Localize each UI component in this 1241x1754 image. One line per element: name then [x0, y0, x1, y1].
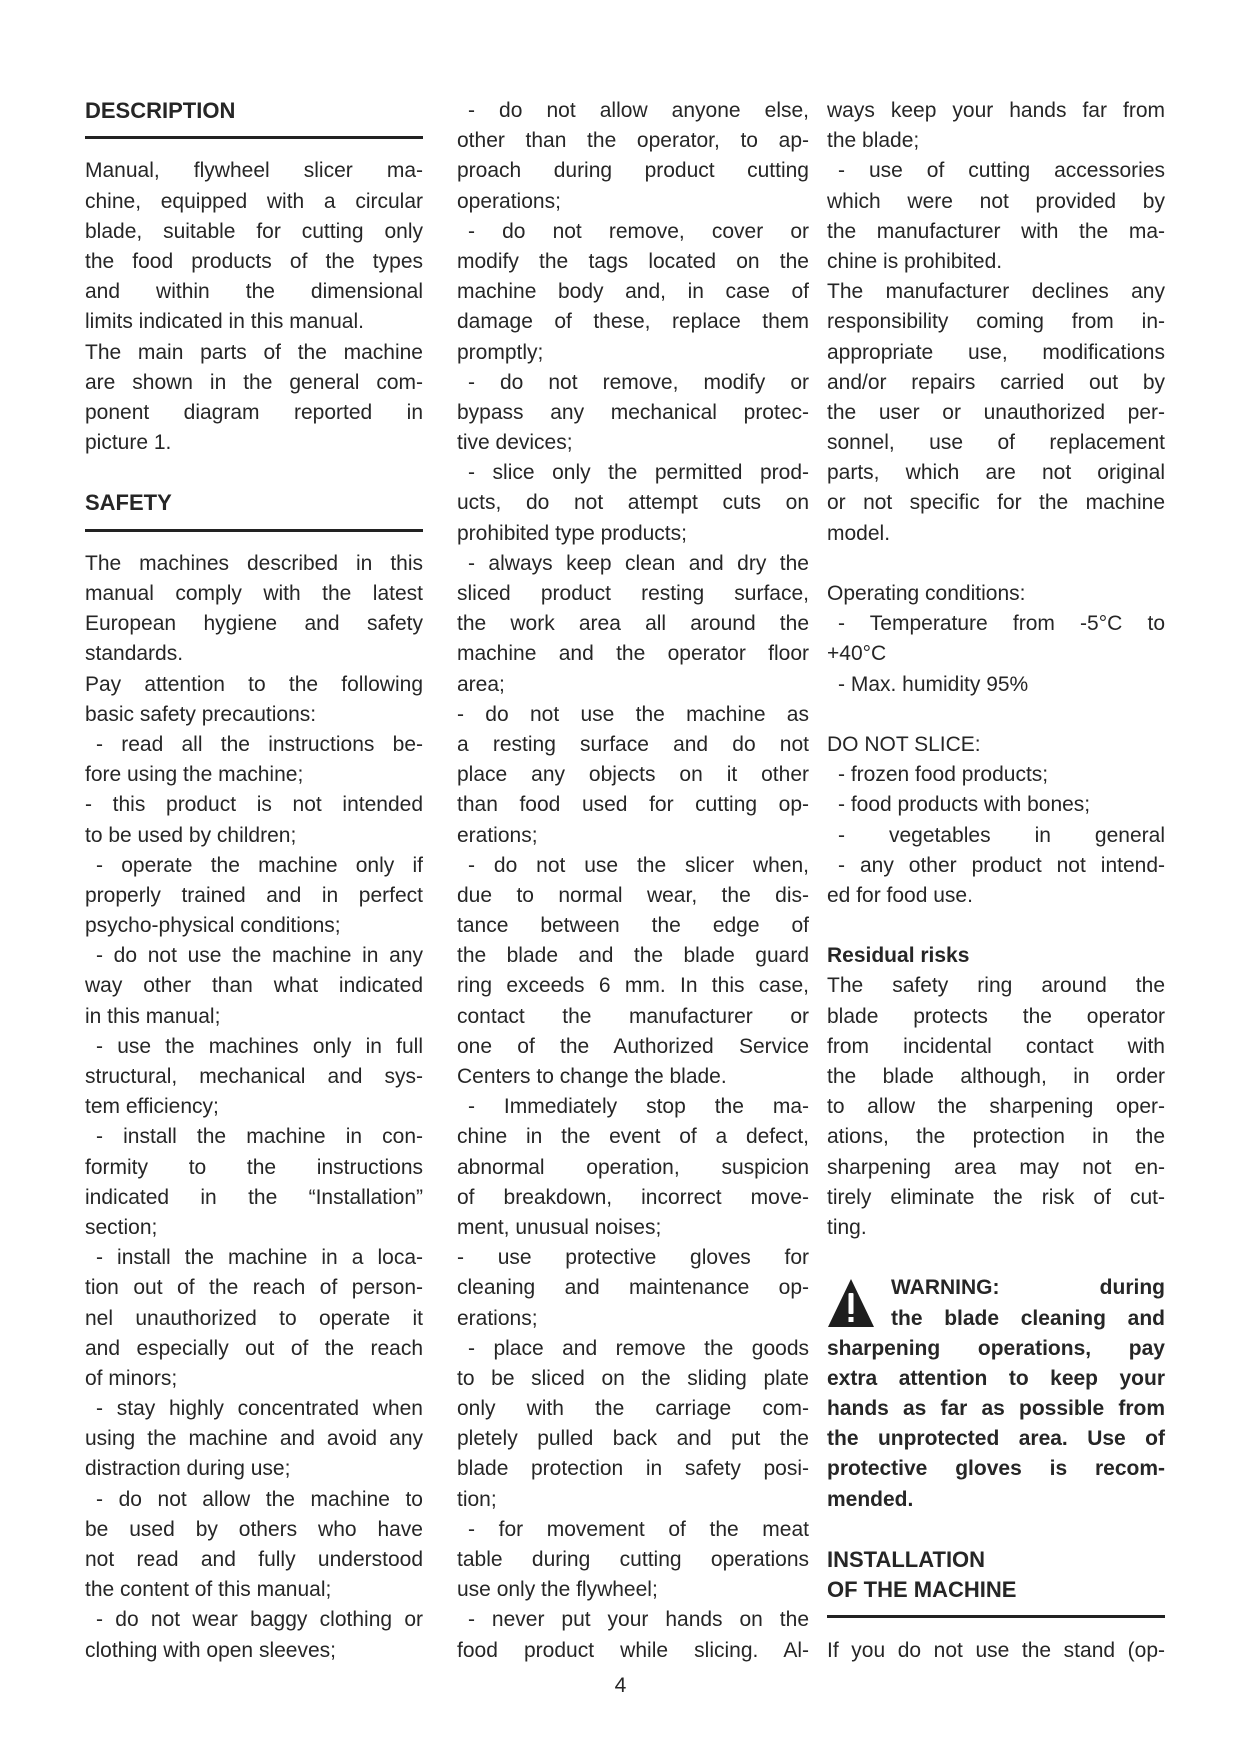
- text-line: - frozen food products;: [838, 763, 1049, 787]
- text-line: Operating conditions:: [827, 582, 1026, 605]
- text-line: tion out of the reach of person-: [85, 1276, 423, 1300]
- text-line: which were not provided by: [827, 189, 1165, 213]
- text-line: than food used for cutting op-: [457, 793, 809, 817]
- text-line: blade protection in safety posi-: [457, 1457, 809, 1481]
- text-line: parts, which are not original: [827, 461, 1165, 485]
- text-line: machine body and, in case of: [457, 280, 809, 304]
- text-line: operations;: [457, 189, 561, 213]
- text-line: the blade and the blade guard: [457, 944, 809, 968]
- text-line: erations;: [457, 823, 538, 847]
- column-middle: [457, 96, 809, 1666]
- text-line: - vegetables in general: [838, 823, 1165, 847]
- text-line: other than the operator, to ap-: [457, 129, 809, 153]
- column-right: [827, 96, 1165, 1666]
- column-left: [85, 96, 423, 1666]
- text-line: tirely eliminate the risk of cut-: [827, 1185, 1165, 1209]
- text-line: chine in the event of a defect,: [457, 1125, 809, 1149]
- warning-text-line: the unprotected area. Use of: [827, 1427, 1165, 1451]
- text-line: - any other product not intend-: [838, 853, 1165, 877]
- warning-text-line: extra attention to keep your: [827, 1366, 1165, 1390]
- text-line: machine and the operator floor: [457, 642, 809, 666]
- blank-line: [827, 549, 1165, 579]
- text-line: of minors;: [85, 1366, 178, 1390]
- warning-text-line: mended.: [827, 1487, 914, 1511]
- warning-text-line: sharpening operations, pay: [827, 1336, 1165, 1360]
- text-line: a resting surface and do not: [457, 732, 809, 756]
- section-heading: DESCRIPTION: [85, 98, 236, 123]
- text-line: - do not wear baggy clothing or: [96, 1608, 423, 1632]
- text-line: ment, unusual noises;: [457, 1215, 662, 1239]
- text-line: damage of these, replace them: [457, 310, 809, 334]
- text-line: only with the carriage com-: [457, 1397, 809, 1421]
- text-line: blade, suitable for cutting only: [85, 219, 423, 243]
- blank-line: [827, 700, 1165, 730]
- text-line: If you do not use the stand (op-: [827, 1638, 1165, 1662]
- text-line: and/or repairs carried out by: [827, 370, 1165, 394]
- text-line: formity to the instructions: [85, 1155, 423, 1179]
- text-line: the user or unauthorized per-: [827, 400, 1165, 424]
- text-line: chine, equipped with a circular: [85, 189, 423, 213]
- text-line: distraction during use;: [85, 1457, 291, 1481]
- text-line: - for movement of the meat: [468, 1517, 809, 1541]
- text-line: indicated in the “Installation”: [85, 1185, 423, 1209]
- text-line: appropriate use, modifications: [827, 340, 1165, 364]
- heading-divider: [85, 519, 423, 549]
- text-line: - do not allow the machine to: [96, 1487, 423, 1511]
- warning-text-line: the blade cleaning and: [891, 1306, 1165, 1330]
- warning-block: [827, 1273, 1165, 1515]
- text-line: and within the dimensional: [85, 280, 423, 304]
- text-line: responsibility coming from in-: [827, 310, 1165, 334]
- text-line: the content of this manual;: [85, 1578, 332, 1602]
- text-line: standards.: [85, 642, 184, 666]
- text-line: are shown in the general com-: [85, 370, 423, 394]
- text-line: the manufacturer with the ma-: [827, 219, 1165, 243]
- blank-line: [827, 1243, 1165, 1273]
- text-line: fore using the machine;: [85, 763, 304, 787]
- text-line: sliced product resting surface,: [457, 582, 809, 605]
- section-heading: OF THE MACHINE: [827, 1577, 1017, 1603]
- text-line: ponent diagram reported in: [85, 400, 423, 424]
- text-line: ways keep your hands far from: [827, 99, 1165, 122]
- text-line: ed for food use.: [827, 883, 973, 907]
- text-line: The safety ring around the: [827, 974, 1165, 998]
- text-line: pletely pulled back and put the: [457, 1427, 809, 1451]
- text-line: one of the Authorized Service: [457, 1034, 809, 1058]
- text-line: or not specific for the machine: [827, 491, 1165, 515]
- text-line: - do not use the slicer when,: [468, 853, 809, 877]
- text-line: sharpening area may not en-: [827, 1155, 1165, 1179]
- text-line: Centers to change the blade.: [457, 1065, 727, 1088]
- text-line: the blade;: [827, 129, 920, 153]
- text-line: properly trained and in perfect: [85, 883, 423, 907]
- text-line: to be sliced on the sliding plate: [457, 1366, 809, 1390]
- text-line: prohibited type products;: [457, 521, 687, 545]
- text-line: tem efficiency;: [85, 1095, 219, 1119]
- text-line: and especially out of the reach: [85, 1336, 423, 1360]
- text-line: ring exceeds 6 mm. In this case,: [457, 974, 809, 998]
- text-line: - do not remove, modify or: [468, 370, 809, 394]
- text-line: structural, mechanical and sys-: [85, 1065, 423, 1088]
- text-line: erations;: [457, 1306, 538, 1330]
- text-line: European hygiene and safety: [85, 612, 423, 636]
- text-line: abnormal operation, suspicion: [457, 1155, 809, 1179]
- heading-divider: [85, 126, 423, 156]
- text-line: nel unauthorized to operate it: [85, 1306, 423, 1330]
- text-line: picture 1.: [85, 431, 172, 455]
- text-line: of breakdown, incorrect move-: [457, 1185, 809, 1209]
- text-line: - do not allow anyone else,: [468, 99, 809, 122]
- text-line: - this product is not intended: [85, 793, 423, 817]
- text-line: psycho-physical conditions;: [85, 914, 341, 938]
- text-line: from incidental contact with: [827, 1034, 1165, 1058]
- text-line: The main parts of the machine: [85, 340, 423, 364]
- text-line: limits indicated in this manual.: [85, 310, 364, 334]
- text-line: clothing with open sleeves;: [85, 1638, 336, 1662]
- text-line: - operate the machine only if: [96, 853, 423, 877]
- text-line: - always keep clean and dry the: [468, 551, 809, 575]
- text-line: due to normal wear, the dis-: [457, 883, 809, 907]
- text-line: - Temperature from -5°C to: [838, 612, 1165, 636]
- page-number: 4: [614, 1674, 627, 1697]
- text-line: - Max. humidity 95%: [838, 672, 1029, 696]
- text-line: food product while slicing. Al-: [457, 1638, 809, 1662]
- blank-line: [85, 458, 423, 488]
- text-line: The manufacturer declines any: [827, 280, 1165, 304]
- text-line: - read all the instructions be-: [96, 732, 423, 756]
- text-line: using the machine and avoid any: [85, 1427, 423, 1451]
- text-line: - stay highly concentrated when: [96, 1397, 423, 1421]
- text-line: area;: [457, 672, 505, 696]
- text-line: cleaning and maintenance op-: [457, 1276, 809, 1300]
- text-line: - food products with bones;: [838, 793, 1091, 817]
- heading-divider: [827, 1605, 1165, 1635]
- text-line: tion;: [457, 1487, 497, 1511]
- subheading-residual-risks: Residual risks: [827, 944, 970, 968]
- text-line: section;: [85, 1215, 158, 1239]
- text-line: ations, the protection in the: [827, 1125, 1165, 1149]
- warning-triangle-icon: [827, 1277, 875, 1329]
- text-line: - Immediately stop the ma-: [468, 1095, 809, 1119]
- text-line: use only the flywheel;: [457, 1578, 658, 1602]
- text-line: - do not remove, cover or: [468, 219, 809, 243]
- text-line: sonnel, use of replacement: [827, 431, 1165, 455]
- text-line: - use of cutting accessories: [838, 159, 1165, 183]
- text-line: not read and fully understood: [85, 1548, 423, 1571]
- text-line: bypass any mechanical protec-: [457, 400, 809, 424]
- text-line: - slice only the permitted prod-: [468, 461, 809, 485]
- text-line: model.: [827, 521, 891, 545]
- text-line: - use protective gloves for: [457, 1246, 809, 1270]
- text-line: blade protects the operator: [827, 1004, 1165, 1028]
- text-line: ucts, do not attempt cuts on: [457, 491, 809, 515]
- text-line: be used by others who have: [85, 1517, 423, 1541]
- text-line: tance between the edge of: [457, 914, 809, 938]
- warning-text-line: WARNING: during: [891, 1276, 1165, 1300]
- text-line: the blade although, in order: [827, 1065, 1165, 1088]
- warning-text-line: hands as far as possible from: [827, 1397, 1165, 1421]
- text-line: - do not use the machine as: [457, 702, 809, 726]
- text-line: Manual, flywheel slicer ma-: [85, 159, 423, 183]
- section-heading: INSTALLATION: [827, 1547, 986, 1572]
- text-line: Pay attention to the following: [85, 672, 423, 696]
- text-line: to allow the sharpening oper-: [827, 1095, 1165, 1119]
- warning-text-line: protective gloves is recom-: [827, 1457, 1165, 1481]
- text-line: way other than what indicated: [85, 974, 423, 998]
- text-line: place any objects on it other: [457, 763, 809, 787]
- text-line: - place and remove the goods: [468, 1336, 809, 1360]
- text-line: tive devices;: [457, 431, 573, 455]
- text-line: DO NOT SLICE:: [827, 732, 981, 756]
- text-line: chine is prohibited.: [827, 249, 1003, 273]
- text-line: basic safety precautions:: [85, 702, 317, 726]
- text-line: - do not use the machine in any: [96, 944, 423, 968]
- text-line: - install the machine in con-: [96, 1125, 423, 1149]
- text-line: the work area all around the: [457, 612, 809, 636]
- text-line: proach during product cutting: [457, 159, 809, 183]
- text-line: manual comply with the latest: [85, 582, 423, 605]
- text-line: - never put your hands on the: [468, 1608, 809, 1632]
- text-line: The machines described in this: [85, 551, 423, 575]
- text-line: modify the tags located on the: [457, 249, 809, 273]
- text-line: - use the machines only in full: [96, 1034, 423, 1058]
- text-line: ting.: [827, 1215, 867, 1239]
- text-line: table during cutting operations: [457, 1548, 809, 1571]
- text-line: in this manual;: [85, 1004, 221, 1028]
- text-line: +40°C: [827, 642, 887, 666]
- blank-line: [827, 1515, 1165, 1545]
- text-line: promptly;: [457, 340, 544, 364]
- section-heading: SAFETY: [85, 490, 172, 516]
- text-line: contact the manufacturer or: [457, 1004, 809, 1028]
- text-line: - install the machine in a loca-: [96, 1246, 423, 1270]
- text-line: the food products of the types: [85, 249, 423, 273]
- text-line: to be used by children;: [85, 823, 297, 847]
- blank-line: [827, 911, 1165, 941]
